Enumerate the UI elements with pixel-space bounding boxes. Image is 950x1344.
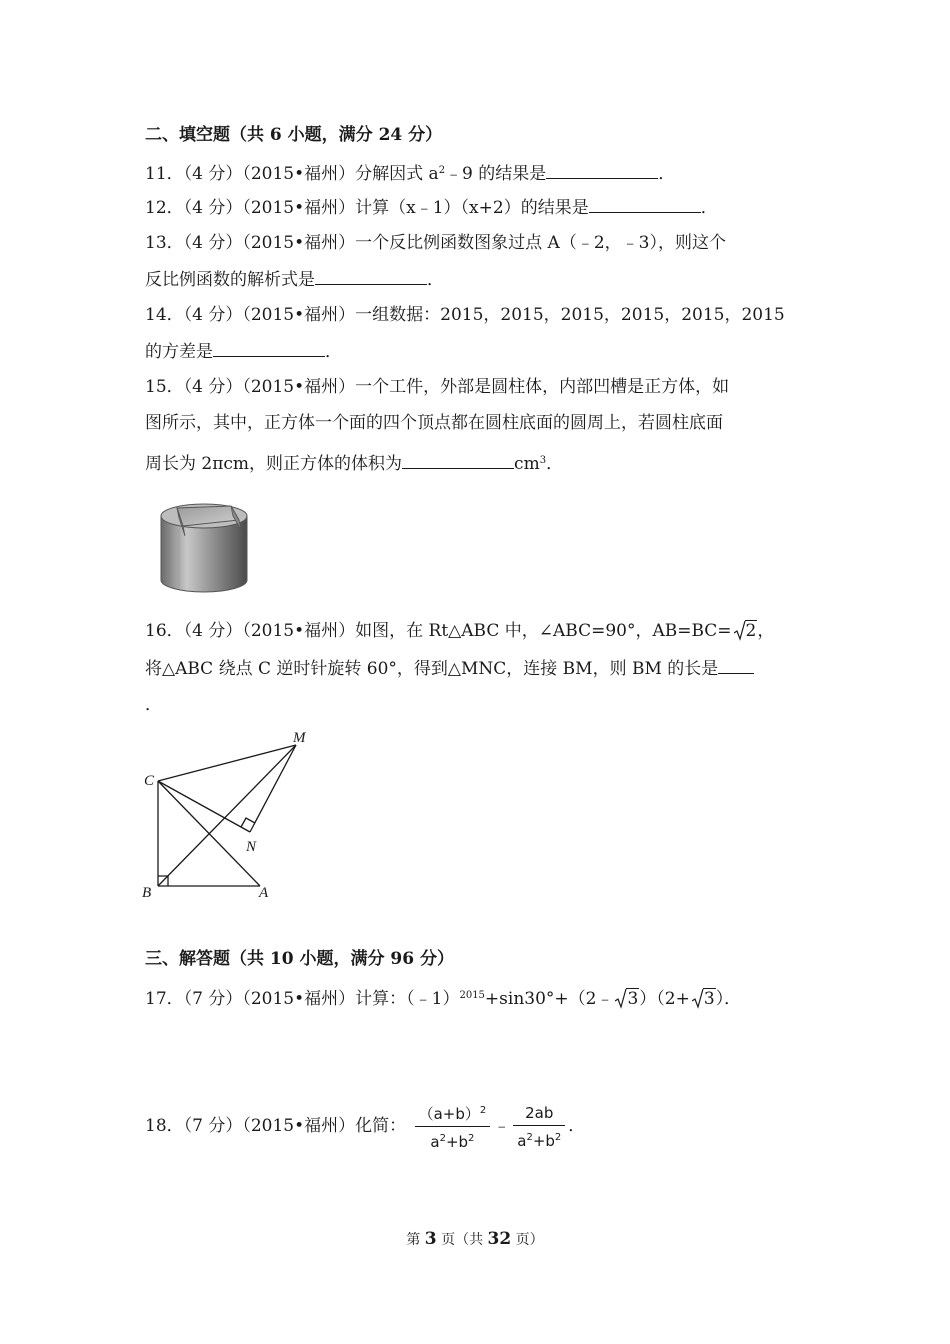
question-12: 12．（4 分）（2015•福州）计算（x﹣1）（x+2）的结果是 ．	[145, 198, 718, 218]
segment-cm	[158, 745, 296, 781]
question-15-line1: 15．（4 分）（2015•福州）一个工件，外部是圆柱体，内部凹槽是正方体，如	[145, 377, 730, 397]
sqrt-symbol: 3	[615, 988, 639, 1010]
answer-blank	[589, 196, 701, 213]
question-13-line1: 13．（4 分）（2015•福州）一个反比例函数图象过点 A（﹣2，﹣3），则这个	[145, 233, 726, 253]
section-title-fill-in: 二、填空题（共 6 小题，满分 24 分）	[145, 125, 443, 145]
answer-blank	[213, 340, 325, 357]
question-14-line1: 14．（4 分）（2015•福州）一组数据：2015，2015，2015，2015，2015，2015	[145, 305, 785, 325]
page-total: 32	[487, 1229, 512, 1249]
fraction-1: $\frac{(a+b)^2}{a^2+b^2}$	[415, 1101, 491, 1152]
question-15-line2: 图所示，其中，正方体一个面的四个顶点都在圆柱底面的圆周上，若圆柱底面	[145, 413, 723, 433]
question-16-line3: ．	[145, 695, 162, 715]
answer-blank	[315, 268, 427, 285]
question-16-line2: 将△ABC 绕点 C 逆时针旋转 60°，得到△MNC，连接 BM，则 BM 的长是	[145, 657, 754, 680]
answer-blank	[402, 452, 514, 469]
question-16-line1: 16．（4 分）（2015•福州）如图，在 Rt△ABC 中，∠ABC=90°，AB=BC= 2，	[145, 621, 775, 641]
label-m: M	[293, 730, 306, 746]
answer-blank	[546, 162, 658, 179]
question-13-line2: 反比例函数的解析式是 ．	[145, 270, 444, 290]
sqrt-symbol: 2	[734, 620, 758, 642]
triangle-rotation-figure	[138, 725, 318, 905]
question-18: 18．（7 分）（2015•福州）化简： $\frac{(a+b)^2}{a^2+b^2}$ ﹣ $\frac{2ab}{a^2+b^2}$ ．	[145, 1100, 585, 1152]
segment-bm	[158, 745, 296, 886]
cylinder-cube-figure	[155, 496, 253, 596]
question-14-line2: 的方差是 ．	[145, 342, 342, 362]
label-b: B	[142, 885, 152, 901]
question-15-line3: 周长为 2πcm，则正方体的体积为 $cm^3$．	[145, 454, 564, 474]
label-a: A	[259, 885, 269, 901]
question-17: 17．（7 分）（2015•福州）计算：（﹣1）$^{2015}$+sin30°+（2﹣ 3）（2+ 3）．	[145, 989, 742, 1009]
section-title-solutions: 三、解答题（共 10 小题，满分 96 分）	[145, 949, 454, 969]
question-11: 11．（4 分）（2015•福州）分解因式 $a^2﹣9$ 的结果是 ．	[145, 164, 676, 184]
fraction-2: $\frac{2ab}{a^2+b^2}$	[513, 1103, 565, 1151]
label-c: C	[144, 773, 155, 789]
page-number: 3	[424, 1229, 437, 1249]
label-n: N	[246, 839, 257, 855]
page-footer: 第 3 页（共 32 页）	[406, 1229, 544, 1249]
segment-nm	[250, 745, 296, 832]
answer-blank	[718, 657, 754, 674]
sqrt-symbol: 3	[692, 988, 716, 1010]
